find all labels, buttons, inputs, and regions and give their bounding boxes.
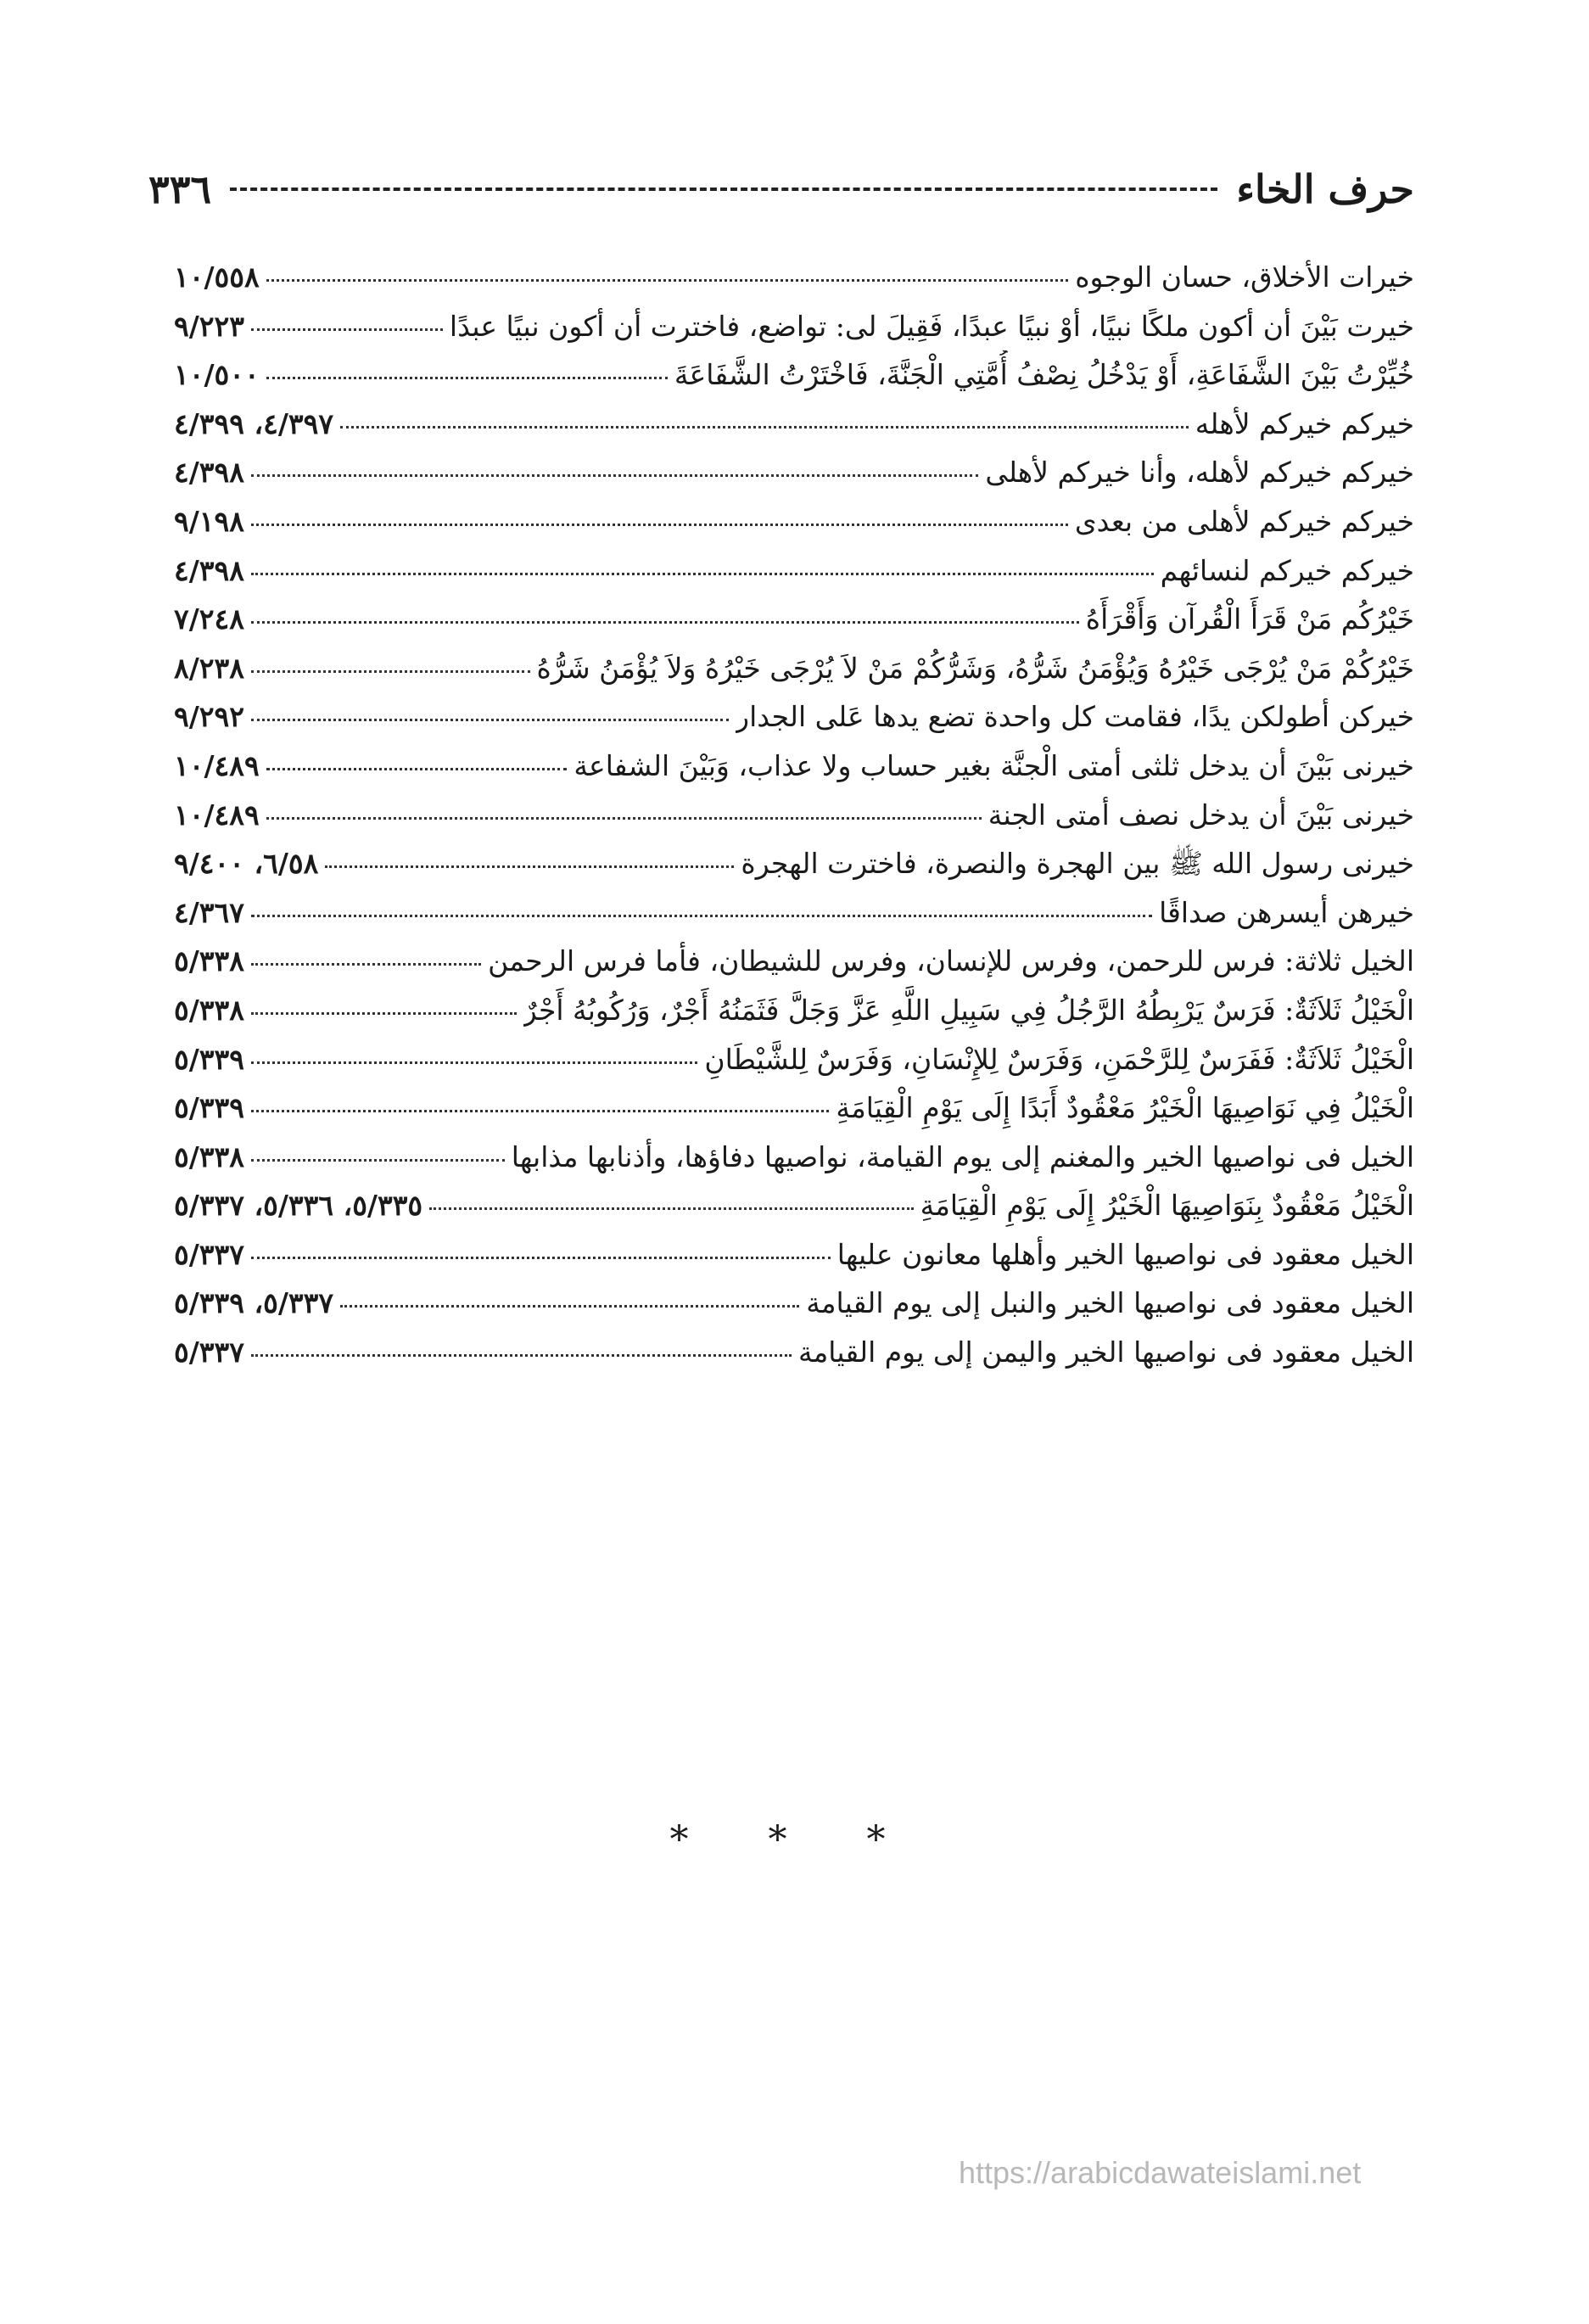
dot-leader	[266, 279, 1069, 282]
dot-leader	[251, 621, 1079, 624]
entry-reference: ٦/٥٨، ٩/٤٠٠	[174, 847, 319, 881]
index-entry	[174, 595, 1414, 644]
index-entry	[174, 302, 1414, 351]
entry-text: خيرنى بَيْنَ أن يدخل ثلثى أمتى الْجنَّة بغير حساب ولا عذاب، وَبَيْنَ الشفاعة	[573, 748, 1414, 782]
dot-leader	[429, 1207, 913, 1210]
index-entry	[174, 497, 1414, 546]
entry-text: خيركن أطولكن يدًا، فقامت كل واحدة تضع يدها عَلى الجدار	[736, 700, 1414, 734]
entry-text: الخيل معقود فى نواصيها الخير وأهلها معانون عليها	[836, 1237, 1414, 1271]
entry-reference: ٥/٣٣٥، ٥/٣٣٦، ٥/٣٣٧	[174, 1189, 423, 1223]
entry-reference: ٥/٣٣٨	[174, 993, 244, 1027]
entry-reference: ٤/٣٩٨	[174, 553, 244, 587]
index-entry	[174, 986, 1414, 1035]
entry-text: الْخَيْلُ ثَلاَثَةٌ: فَفَرَسٌ لِلرَّحْمَنِ، وَفَرَسٌ لِلإِنْسَانِ، وَفَرَسٌ لِلشَّيْطَانِ	[704, 1042, 1414, 1076]
entry-text: الْخَيْلُ مَعْقُودٌ بِنَوَاصِيهَا الْخَيْرُ إِلَى يَوْمِ الْقِيَامَةِ	[920, 1189, 1414, 1223]
entry-text: خيرات الأخلاق، حسان الوجوه	[1075, 260, 1414, 294]
dot-leader	[251, 328, 443, 331]
entry-text: خيركم خيركم لأهله، وأنا خيركم لأهلى	[985, 456, 1414, 490]
index-entry	[174, 400, 1414, 449]
entry-reference: ١٠/٥٠٠	[174, 358, 260, 392]
entry-text: خيركم خيركم لأهله	[1195, 406, 1414, 440]
dot-leader	[340, 1305, 799, 1308]
entry-reference: ١٠/٤٨٩	[174, 748, 260, 782]
entry-text: خيركم خيركم لأهلى من بعدى	[1074, 504, 1414, 538]
entry-reference: ٥/٣٣٩	[174, 1091, 244, 1125]
index-entry	[174, 644, 1414, 693]
index-entry	[174, 1279, 1414, 1328]
entry-reference: ٨/٢٣٨	[174, 651, 244, 685]
index-entry	[174, 1133, 1414, 1182]
dot-leader	[251, 1257, 831, 1259]
page-header	[148, 160, 1414, 219]
index-entry	[174, 937, 1414, 986]
chapter-title: حرف الخاء	[1236, 166, 1414, 212]
dot-leader	[266, 768, 568, 770]
dot-leader	[251, 524, 1068, 526]
dot-leader	[251, 963, 481, 966]
index-entry	[174, 791, 1414, 840]
entry-reference: ٥/٣٣٧، ٥/٣٣٩	[174, 1286, 334, 1320]
entry-text: الْخَيْلُ ثَلاَثَةٌ: فَرَسٌ يَرْبِطُهُ الرَّجُلُ فِي سَبِيلِ اللَّهِ عَزَّ وَجَلَّ فَثَمَنُهُ أَجْرٌ، وَرُكُوبُهُ أَجْرٌ	[523, 993, 1414, 1027]
entry-reference: ٩/١٩٨	[174, 504, 244, 538]
index-entry	[174, 839, 1414, 888]
entry-text: الخيل معقود فى نواصيها الخير واليمن إلى يوم القيامة	[797, 1336, 1414, 1369]
entry-text: خيرت بَيْنَ أن أكون ملكًا نبيًا، أوْ نبيًا عبدًا، فَقِيلَ لى: تواضع، فاخترت أن أكون نبيًا عبدًا	[449, 309, 1414, 343]
entry-reference: ٤/٣٦٧	[174, 895, 244, 929]
entry-text: خيركم خيركم لنسائهم	[1160, 553, 1414, 587]
dot-leader	[251, 573, 1154, 575]
entry-text: خيرهن أيسرهن صداقًا	[1159, 895, 1414, 929]
entry-reference: ٩/٢٢٣	[174, 309, 244, 343]
entry-reference: ٥/٣٣٧	[174, 1237, 244, 1271]
dot-leader	[251, 1354, 792, 1357]
entry-reference: ١٠/٤٨٩	[174, 798, 260, 832]
page-number: ٣٣٦	[148, 166, 212, 212]
entry-reference: ٤/٣٩٨	[174, 456, 244, 490]
dot-leader	[266, 817, 982, 820]
dot-leader	[251, 474, 978, 477]
dot-leader	[251, 1061, 697, 1064]
section-separator: * * *	[669, 1818, 920, 1862]
entry-reference: ٧/٢٤٨	[174, 602, 244, 636]
entry-text: الخيل فى نواصيها الخير والمغنم إلى يوم القيامة، نواصيها دفاؤها، وأذنابها مذابها	[511, 1140, 1414, 1173]
entry-text: خيرنى بَيْنَ أن يدخل نصف أمتى الجنة	[988, 798, 1414, 832]
entry-text: الخيل معقود فى نواصيها الخير والنبل إلى يوم القيامة	[806, 1286, 1414, 1320]
entry-text: الخيل ثلاثة: فرس للرحمن، وفرس للإنسان، وفرس للشيطان، فأما فرس الرحمن	[488, 944, 1414, 978]
index-entry	[174, 1181, 1414, 1230]
dot-leader	[251, 670, 530, 673]
index-entry	[174, 1328, 1414, 1377]
index-entry	[174, 742, 1414, 791]
dot-leader	[266, 377, 668, 379]
entry-reference: ٥/٣٣٩	[174, 1042, 244, 1076]
dot-leader	[251, 1159, 505, 1162]
entry-text: خَيْرُكُم مَنْ قَرَأَ الْقُرآن وَأَقْرَأَهُ	[1085, 602, 1414, 636]
header-dashed-rule	[230, 188, 1217, 191]
dot-leader	[325, 865, 734, 868]
dot-leader	[340, 426, 1189, 428]
entry-text: الْخَيْلُ فِي نَوَاصِيهَا الْخَيْرُ مَعْقُودٌ أَبَدًا إِلَى يَوْمِ الْقِيَامَةِ	[836, 1091, 1414, 1125]
dot-leader	[251, 1012, 517, 1015]
entry-reference: ٥/٣٣٨	[174, 944, 244, 978]
dot-leader	[251, 719, 729, 721]
index-entry	[174, 350, 1414, 400]
entry-reference: ١٠/٥٥٨	[174, 260, 260, 294]
index-entry	[174, 888, 1414, 938]
entry-reference: ٤/٣٩٧، ٤/٣٩٩	[174, 406, 334, 440]
index-entry	[174, 1230, 1414, 1280]
index-entry	[174, 546, 1414, 596]
index-entry	[174, 1084, 1414, 1133]
dot-leader	[251, 915, 1152, 917]
website-watermark: https://arabicdawateislami.net	[959, 2155, 1362, 2190]
index-entry	[174, 1035, 1414, 1084]
entry-text: خَيْرُكُمْ مَنْ يُرْجَى خَيْرُهُ وَيُؤْمَنُ شَرُّهُ، وَشَرُّكُمْ مَنْ لاَ يُرْجَى خَيْرُهُ وَلاَ يُؤْمَنُ شَرُّهُ	[536, 651, 1414, 685]
entry-text: خيرنى رسول الله ﷺ بين الهجرة والنصرة، فاخترت الهجرة	[741, 847, 1414, 881]
index-entry	[174, 692, 1414, 742]
index-entry	[174, 448, 1414, 497]
entry-reference: ٩/٢٩٢	[174, 700, 244, 734]
entry-reference: ٥/٣٣٨	[174, 1140, 244, 1173]
entry-reference: ٥/٣٣٧	[174, 1336, 244, 1369]
index-entry	[174, 253, 1414, 302]
dot-leader	[251, 1110, 829, 1112]
entry-text: خُيِّرْتُ بَيْنَ الشَّفَاعَةِ، أَوْ يَدْخُلُ نِصْفُ أُمَّتِي الْجَنَّةَ، فَاخْتَرْتُ الشَّفَاعَةَ	[674, 358, 1414, 392]
hadith-index-list	[174, 253, 1414, 1377]
